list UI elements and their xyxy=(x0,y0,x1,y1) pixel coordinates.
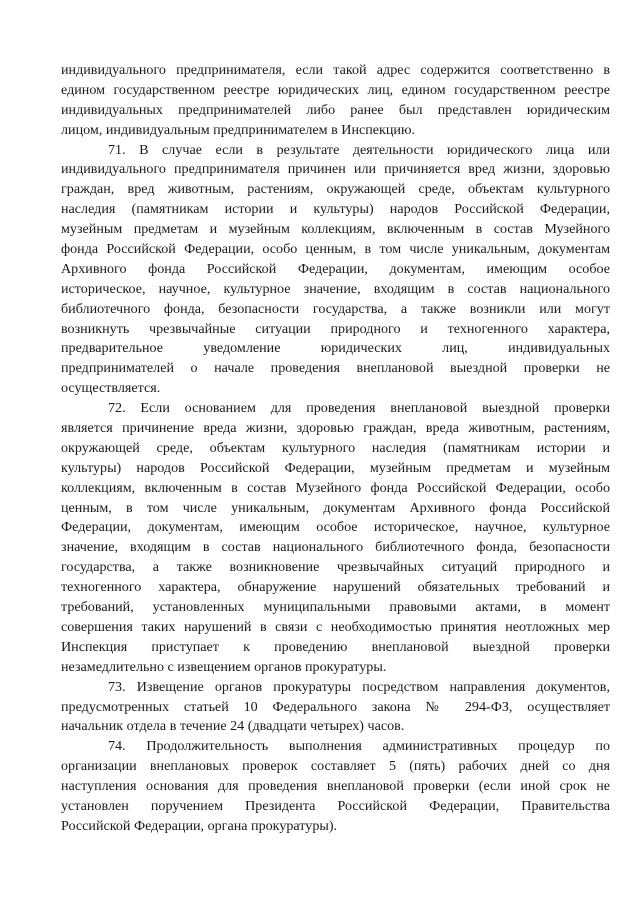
text-line: лицом, индивидуальным предпринимателем в Инспекцию. xyxy=(61,121,416,138)
text-line: начальник отдела в течение 24 (двадцати четырех) часов. xyxy=(61,718,405,735)
text-line: фонда Российской Федерации, особо ценным, в том числе уникальным, документам xyxy=(61,241,610,258)
text-line: осуществляется. xyxy=(61,380,161,397)
text-line: техногенного характера, обнаружение нарушений обязательных требований и xyxy=(61,579,610,596)
text-line: организации внеплановых проверок составляет 5 (пять) рабочих дней со дня xyxy=(61,758,610,775)
text-line: Федерации, документам, имеющим особое историческое, научное, культурное xyxy=(61,519,610,536)
text-line: предусмотренных статьей 10 Федерального закона № 294-ФЗ, осуществляет xyxy=(61,698,610,715)
text-line: наследия (памятникам истории и культуры) народов Российской Федерации, xyxy=(61,201,610,218)
text-line: культуры) народов Российской Федерации, музейным предметам и музейным xyxy=(61,459,610,476)
text-line: предпринимателей о начале проведения внеплановой выездной проверки не xyxy=(61,360,610,377)
paragraph-first-line: 71. В случае если в результате деятельности юридического лица или xyxy=(108,141,610,158)
paragraph-first-line: 72. Если основанием для проведения внеплановой выездной проверки xyxy=(108,400,610,417)
text-line: Инспекция приступает к проведению внеплановой выездной проверки xyxy=(61,638,610,655)
text-line: индивидуальных предпринимателей либо ранее был представлен юридическим xyxy=(61,101,610,118)
text-line: установлен поручением Президента Российской Федерации, Правительства xyxy=(61,797,610,814)
document-body-text xyxy=(61,61,610,837)
text-line: коллекциям, включенным в состав Музейного фонда Российской Федерации, особо xyxy=(61,479,610,496)
text-line: возникнуть чрезвычайные ситуации природного и техногенного характера, xyxy=(61,320,610,337)
text-line: предварительное уведомление юридических лиц, индивидуальных xyxy=(61,340,610,357)
text-line: едином государственном реестре юридических лиц, едином государственном реестре xyxy=(61,81,610,98)
text-line: окружающей среде, объектам культурного наследия (памятникам истории и xyxy=(61,439,610,456)
text-line: ценным, в том числе уникальным, документам Архивного фонда Российской xyxy=(61,499,610,516)
paragraph-first-line: 73. Извещение органов прокуратуры посредством направления документов, xyxy=(108,678,610,695)
text-line: государства, а также возникновение чрезвычайных ситуаций природного и xyxy=(61,559,610,576)
text-line: Российской Федерации, органа прокуратуры). xyxy=(61,817,338,834)
paragraph-first-line: 74. Продолжительность выполнения административных процедур по xyxy=(108,738,610,755)
text-line: наступления основания для проведения внеплановой проверки (если иной срок не xyxy=(61,778,610,795)
text-line: индивидуального предпринимателя, если такой адрес содержится соответственно в xyxy=(61,62,610,78)
text-line: является причинение вреда жизни, здоровью граждан, вреда животным, растениям, xyxy=(61,420,610,437)
text-line: музейным предметам и музейным коллекциям, включенным в состав Музейного xyxy=(61,221,610,238)
text-line: требований, установленных муниципальными правовыми актами, в момент xyxy=(61,599,610,616)
text-line: значение, входящим в состав национального библиотечного фонда, безопасности xyxy=(61,539,610,556)
text-line: совершения таких нарушений в связи с необходимостью принятия неотложных мер xyxy=(61,618,610,635)
text-line: индивидуального предпринимателя причинен или причиняется вред жизни, здоровью xyxy=(61,161,610,178)
text-line: библиотечного фонда, безопасности государства, а также возникли или могут xyxy=(61,300,610,317)
text-line: незамедлительно с извещением органов прокуратуры. xyxy=(61,658,387,675)
text-line: граждан, вред животным, растениям, окружающей среде, объектам культурного xyxy=(61,181,610,198)
text-line: Архивного фонда Российской Федерации, документам, имеющим особое xyxy=(61,260,610,277)
text-line: историческое, научное, культурное значение, входящим в состав национального xyxy=(61,280,610,297)
